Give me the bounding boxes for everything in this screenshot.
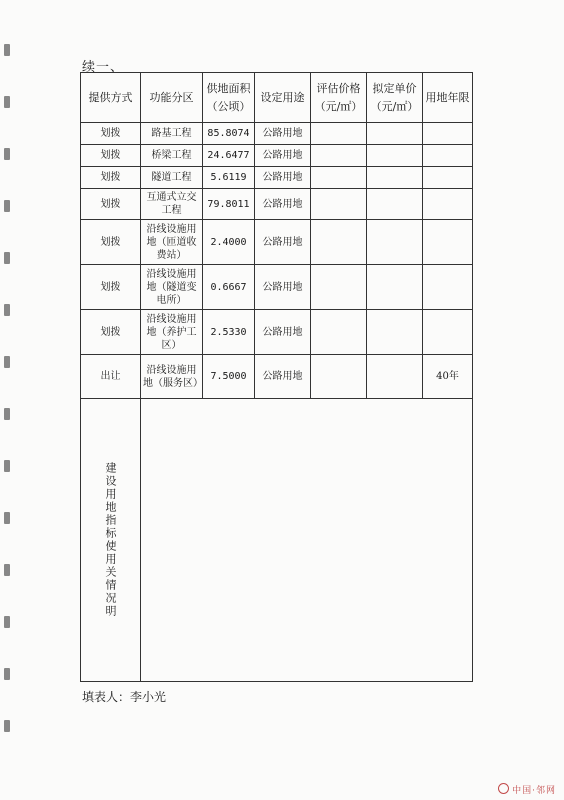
cell-assessed xyxy=(311,265,367,310)
cell-use: 公路用地 xyxy=(255,123,311,145)
binding-hole xyxy=(4,408,10,420)
cell-use: 公路用地 xyxy=(255,167,311,189)
header-function-zone: 功能分区 xyxy=(141,73,203,123)
binding-hole xyxy=(4,96,10,108)
table-row xyxy=(81,189,473,220)
binding-hole xyxy=(4,148,10,160)
cell-term xyxy=(423,310,473,355)
cell-planned xyxy=(367,220,423,265)
cell-assessed xyxy=(311,145,367,167)
notes-label-cell xyxy=(81,399,141,682)
header-term: 用地年限 xyxy=(423,73,473,123)
binding-hole xyxy=(4,356,10,368)
cell-area: 2.4000 xyxy=(203,220,255,265)
cell-term xyxy=(423,220,473,265)
header-use: 设定用途 xyxy=(255,73,311,123)
cell-term xyxy=(423,123,473,145)
table-row xyxy=(81,265,473,310)
cell-planned xyxy=(367,123,423,145)
form-filler: 填表人：李小光 xyxy=(82,690,167,704)
binding-hole xyxy=(4,460,10,472)
cell-method: 划拨 xyxy=(81,123,141,145)
header-assessed-price-unit: （元/㎡） xyxy=(314,99,363,113)
cell-area: 7.5000 xyxy=(203,355,255,399)
binding-hole xyxy=(4,304,10,316)
binding-hole xyxy=(4,44,10,56)
cell-zone: 隧道工程 xyxy=(141,167,203,189)
cell-planned xyxy=(367,167,423,189)
cell-planned xyxy=(367,310,423,355)
header-planned-price-unit: （元/㎡） xyxy=(370,99,419,113)
table-row xyxy=(81,123,473,145)
table-header-row xyxy=(81,73,473,123)
header-assessed-price xyxy=(311,73,367,123)
table-row xyxy=(81,220,473,265)
cell-use: 公路用地 xyxy=(255,145,311,167)
cell-use: 公路用地 xyxy=(255,265,311,310)
binding-hole xyxy=(4,668,10,680)
watermark xyxy=(498,783,556,796)
cell-area: 2.5330 xyxy=(203,310,255,355)
cell-planned xyxy=(367,189,423,220)
cell-use: 公路用地 xyxy=(255,220,311,265)
cell-zone: 路基工程 xyxy=(141,123,203,145)
table-row xyxy=(81,167,473,189)
notes-content xyxy=(141,399,473,682)
cell-assessed xyxy=(311,167,367,189)
header-planned-price xyxy=(367,73,423,123)
cell-planned xyxy=(367,355,423,399)
cell-method: 划拨 xyxy=(81,167,141,189)
cell-method: 划拨 xyxy=(81,189,141,220)
cell-assessed xyxy=(311,220,367,265)
binding-hole xyxy=(4,720,10,732)
header-area-unit: （公顷） xyxy=(206,99,251,113)
cell-assessed xyxy=(311,189,367,220)
cell-term xyxy=(423,265,473,310)
cell-area: 0.6667 xyxy=(203,265,255,310)
binding-hole xyxy=(4,616,10,628)
header-supply-method: 提供方式 xyxy=(81,73,141,123)
notes-label: 建设用地指标使用关情况明 xyxy=(104,462,117,618)
cell-method: 划拨 xyxy=(81,220,141,265)
binding-hole xyxy=(4,200,10,212)
cell-assessed xyxy=(311,310,367,355)
cell-zone: 沿线设施用地（隧道变电所） xyxy=(141,265,203,310)
header-area xyxy=(203,73,255,123)
cell-term: 40年 xyxy=(423,355,473,399)
header-assessed-price-label: 评估价格 xyxy=(316,81,361,95)
table-row xyxy=(81,310,473,355)
cell-zone: 互通式立交工程 xyxy=(141,189,203,220)
watermark-text: 中国·邻网 xyxy=(512,786,556,796)
cell-term xyxy=(423,167,473,189)
watermark-logo-icon xyxy=(498,783,509,794)
header-planned-price-label: 拟定单价 xyxy=(372,81,417,95)
binding-hole xyxy=(4,512,10,524)
cell-method: 划拨 xyxy=(81,145,141,167)
binding-hole xyxy=(4,252,10,264)
cell-term xyxy=(423,189,473,220)
cell-zone: 沿线设施用地（匝道收费站） xyxy=(141,220,203,265)
cell-area: 79.8011 xyxy=(203,189,255,220)
cell-method: 出让 xyxy=(81,355,141,399)
cell-zone: 桥梁工程 xyxy=(141,145,203,167)
table-row xyxy=(81,145,473,167)
land-supply-table xyxy=(80,72,473,682)
cell-method: 划拨 xyxy=(81,310,141,355)
cell-use: 公路用地 xyxy=(255,355,311,399)
cell-term xyxy=(423,145,473,167)
cell-area: 24.6477 xyxy=(203,145,255,167)
notes-row xyxy=(81,399,473,682)
binding-hole xyxy=(4,564,10,576)
cell-zone: 沿线设施用地（养护工区） xyxy=(141,310,203,355)
cell-assessed xyxy=(311,123,367,145)
cell-zone: 沿线设施用地（服务区） xyxy=(141,355,203,399)
table-row xyxy=(81,355,473,399)
cell-method: 划拨 xyxy=(81,265,141,310)
cell-area: 85.8074 xyxy=(203,123,255,145)
cell-assessed xyxy=(311,355,367,399)
cell-use: 公路用地 xyxy=(255,310,311,355)
binding-holes xyxy=(0,0,16,800)
continuation-label: 续一、 xyxy=(82,60,125,75)
cell-planned xyxy=(367,145,423,167)
cell-use: 公路用地 xyxy=(255,189,311,220)
header-area-label: 供地面积 xyxy=(206,81,251,95)
cell-area: 5.6119 xyxy=(203,167,255,189)
cell-planned xyxy=(367,265,423,310)
